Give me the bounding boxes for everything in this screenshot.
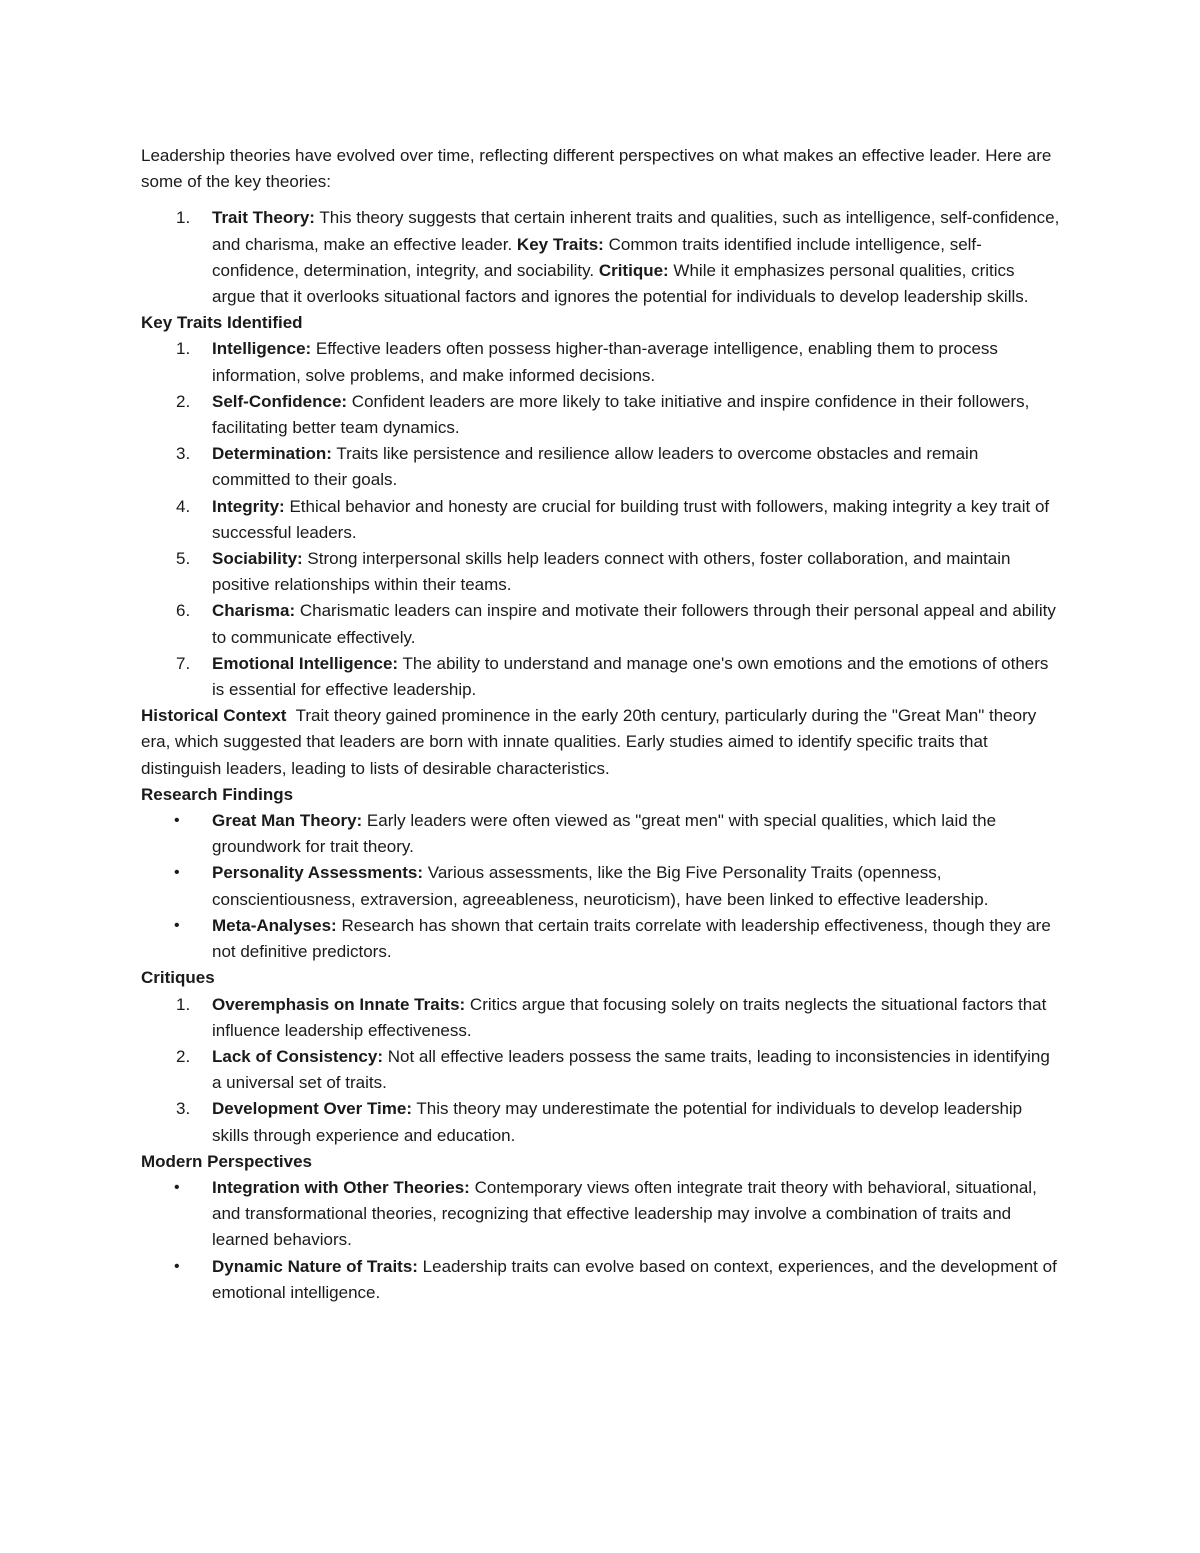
item-text: Early leaders were often viewed as "great men" with special qualities, which laid the groundwork for trait theory. bbox=[212, 811, 997, 857]
item-text: Effective leaders often possess higher-than-average intelligence, enabling them to process information, solve problems, and make informed decisions. bbox=[212, 339, 998, 385]
term-label: Development Over Time: bbox=[212, 1099, 412, 1119]
list-item bbox=[141, 1096, 1061, 1148]
term-label: Great Man Theory: bbox=[212, 811, 363, 831]
term-label: Personality Assessments: bbox=[212, 863, 424, 883]
intro-paragraph: Leadership theories have evolved over time, reflecting different perspectives on what makes an effective leader. Here are some of the key theories: bbox=[141, 146, 1052, 192]
term-label: Integrity: bbox=[212, 496, 285, 516]
critiques-list bbox=[141, 992, 1061, 1149]
term-label: Integration with Other Theories: bbox=[212, 1177, 470, 1197]
item-text: While it emphasizes personal qualities, critics argue that it overlooks situational factors and ignores the potential for individuals to develop leadership skills. bbox=[212, 260, 1029, 307]
item-text: Leadership traits can evolve based on context, experiences, and the development of emotional intelligence. bbox=[212, 1256, 1057, 1302]
item-text: Common traits identified include intelligence, self-confidence, determination, integrity, and sociability. bbox=[212, 234, 982, 280]
term-label: Self-Confidence: bbox=[212, 391, 348, 411]
term-label: Charisma: bbox=[212, 601, 296, 621]
item-text: Charismatic leaders can inspire and motivate their followers through their personal appeal and ability to communicate effectively. bbox=[212, 601, 1056, 647]
item-text: This theory may underestimate the potential for individuals to develop leadership skills through experience and education. bbox=[212, 1099, 1023, 1145]
list-item bbox=[141, 992, 1061, 1044]
key-traits-list bbox=[141, 336, 1061, 703]
item-text: This theory suggests that certain inherent traits and qualities, such as intelligence, self-confidence, and charisma, make an effective leader. bbox=[212, 208, 1060, 254]
list-number: 2. bbox=[176, 391, 191, 411]
bullet-icon: • bbox=[174, 1257, 180, 1275]
list-item bbox=[141, 651, 1061, 703]
modern-perspectives-list bbox=[141, 1175, 1061, 1306]
item-text: Critics argue that focusing solely on traits neglects the situational factors that influence leadership effectiveness. bbox=[212, 994, 1047, 1040]
list-item bbox=[141, 808, 1061, 860]
list-item-trait-theory bbox=[141, 205, 1061, 310]
paragraph-text: Trait theory gained prominence in the early 20th century, particularly during the "Great Man" theory era, which suggested that leaders are born with innate qualities. Early studies aimed to identify specific traits that distinguish leaders, leading to lists of desirable characteristics. bbox=[141, 706, 1041, 778]
term-label: Sociability: bbox=[212, 549, 303, 569]
list-number: 7. bbox=[176, 653, 191, 673]
list-item bbox=[141, 1175, 1061, 1254]
item-text: Not all effective leaders possess the same traits, leading to inconsistencies in identifying a universal set of traits. bbox=[212, 1046, 1050, 1093]
list-item bbox=[141, 860, 1061, 912]
list-item bbox=[141, 494, 1061, 546]
term-label: Emotional Intelligence: bbox=[212, 653, 399, 673]
list-number: 6. bbox=[176, 601, 191, 621]
list-number: 1. bbox=[176, 339, 191, 359]
term-label: Trait Theory: bbox=[212, 208, 315, 228]
section-heading-historical: Historical Context bbox=[141, 706, 287, 726]
list-item bbox=[141, 336, 1061, 388]
list-item bbox=[141, 441, 1061, 493]
section-heading-key-traits: Key Traits Identified bbox=[141, 313, 303, 333]
list-number: 2. bbox=[176, 1046, 191, 1066]
list-number: 5. bbox=[176, 549, 191, 569]
term-label: Meta-Analyses: bbox=[212, 915, 337, 935]
theories-list bbox=[141, 205, 1061, 310]
term-label: Lack of Consistency: bbox=[212, 1046, 383, 1066]
item-text: Contemporary views often integrate trait theory with behavioral, situational, and transformational theories, recognizing that effective leadership may involve a combination of traits and learned behaviors. bbox=[212, 1177, 1037, 1250]
term-label: Dynamic Nature of Traits: bbox=[212, 1256, 418, 1276]
item-text: Traits like persistence and resilience allow leaders to overcome obstacles and remain committed to their goals. bbox=[212, 444, 979, 490]
list-item bbox=[141, 546, 1061, 598]
section-heading-research: Research Findings bbox=[141, 784, 294, 804]
list-number: 1. bbox=[176, 994, 191, 1014]
list-item bbox=[141, 913, 1061, 965]
item-text: The ability to understand and manage one's own emotions and the emotions of others is essential for effective leadership. bbox=[212, 653, 1049, 700]
list-number: 1. bbox=[176, 208, 191, 228]
item-text: Research has shown that certain traits correlate with leadership effectiveness, though they are not definitive predictors. bbox=[212, 915, 1051, 962]
research-findings-list bbox=[141, 808, 1061, 965]
bullet-icon: • bbox=[174, 1178, 180, 1196]
term-label: Intelligence: bbox=[212, 339, 312, 359]
document-page bbox=[141, 143, 1061, 1306]
bullet-icon: • bbox=[174, 812, 180, 830]
term-label: Overemphasis on Innate Traits: bbox=[212, 994, 466, 1014]
bullet-icon: • bbox=[174, 916, 180, 934]
historical-context-paragraph bbox=[141, 703, 1061, 782]
term-label: Key Traits: bbox=[516, 234, 604, 254]
term-label: Determination: bbox=[212, 444, 332, 464]
list-number: 4. bbox=[176, 496, 191, 516]
list-item bbox=[141, 389, 1061, 441]
bullet-icon: • bbox=[174, 864, 180, 882]
item-text: Strong interpersonal skills help leaders connect with others, foster collaboration, and maintain positive relationships within their teams. bbox=[212, 549, 1011, 595]
list-item bbox=[141, 1254, 1061, 1306]
section-heading-modern: Modern Perspectives bbox=[141, 1151, 313, 1171]
item-text: Various assessments, like the Big Five Personality Traits (openness, conscientiousness, extraversion, agreeableness, neuroticism), have been linked to effective leadership. bbox=[212, 863, 989, 909]
list-item bbox=[141, 1044, 1061, 1096]
list-number: 3. bbox=[176, 1099, 191, 1119]
list-number: 3. bbox=[176, 444, 191, 464]
section-heading-critiques: Critiques bbox=[141, 968, 215, 988]
item-text: Ethical behavior and honesty are crucial for building trust with followers, making integrity a key trait of successful leaders. bbox=[212, 496, 1050, 542]
item-text: Confident leaders are more likely to take initiative and inspire confidence in their followers, facilitating better team dynamics. bbox=[212, 391, 1030, 438]
list-item bbox=[141, 598, 1061, 650]
term-label: Critique: bbox=[598, 260, 669, 280]
